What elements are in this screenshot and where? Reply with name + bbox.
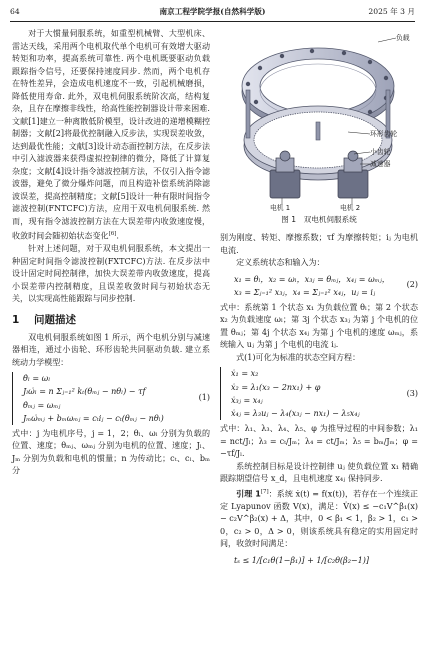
equation-1 (12, 372, 210, 425)
label-motor-1: 电机 1 (270, 204, 291, 212)
figure-caption: 图 1 双电机伺服系统 (281, 215, 357, 224)
equation-line: Jₘω̇ₘⱼ + bₘωₘⱼ = cₜiⱼ − cₜ(θₘⱼ − nθₗ) (23, 413, 164, 423)
ring-gear (244, 106, 392, 180)
section-title: 问题描述 (34, 313, 76, 326)
continuation-paragraph: 别为刚度、转矩、摩擦系数；τf 为摩擦转矩；iⱼ 为电机电流. (220, 233, 418, 255)
citation-ref: [6] (108, 231, 117, 237)
label-reducer: 减速器 (370, 160, 391, 168)
equation-line: ẋ₄ⱼ = λ₃uⱼ − λ₄(x₃ⱼ − nx₁) − λ₅x₄ⱼ (231, 409, 360, 419)
equation-line: x₁ = θₗ，x₂ = ωₗ，x₃ⱼ = θₘⱼ，x₄ⱼ = ωₘⱼ， (234, 274, 390, 284)
label-motor-2: 电机 2 (340, 204, 361, 212)
citation-ref: [7] (260, 488, 269, 495)
contribution-paragraph: 针对上述问题，对于双电机伺服系统，本文提出一种固定时间指令滤波控制(FXTCFC)方法. 在反步法中设计固定时间控制律，加快大误差带内收敛速度，提高小误差带内控制精度，且误差收敛时间与初始状态无关，以实现高性能跟踪与同步控制. (12, 244, 210, 304)
right-column (220, 232, 418, 570)
figure-1 (220, 28, 418, 230)
intro-paragraph: 对于大惯量伺服系统，如重型机械臂、大型机床、雷达天线，采用两个电机取代单个电机可有效增大驱动转矩和功率，提高系统可靠性. 两个电机既要驱动负载跟踪指令信号，还要保持速度同步. 然而，两个电机存在特性差异，会造成电机速度不一致，引起机械磨损，降低使用寿命. 此外，双电机伺服系统阶次高，结构复杂，且存在摩擦非线性，给高性能控制器设计带来困难. 文献[1]建立一种离散低阶模型，设计改进的递增模糊控制器；文献[2]将最优控制融入反步法，实现误差收敛，达到最优性能；文献[3]设计动态面控制方法，在反步法中引入滤波器来获得虚拟控制律的微分，降低了计算复杂度；文献[4]设计指令滤波控制方法，不仅引入指令滤波器，避免了微分爆炸问题，而且构造补偿系统消除滤波误差，提高控制精度；文献[5]设计一种有限时间指令滤波控制(FNTCFC)方法，应用于双电机伺服系统. 然而，现有指令滤波控制方法在大误差带内收敛速度慢，收敛时间会随初始状态变化[6]. (12, 29, 210, 241)
section-number: 1 (12, 313, 20, 326)
equation-number: (3) (406, 388, 418, 398)
system-paragraph: 双电机伺服系统如图 1 所示，两个电机分别与减速器相连，通过小齿轮、环形齿轮共同驱动负载. 建立系统动力学模型： (12, 332, 210, 367)
equation-line: ẋ₃ⱼ = x₄ⱼ (231, 395, 263, 405)
issue-date: 2025 年 3 月 (368, 7, 415, 16)
equation-line: θ̇ₘⱼ = ωₘⱼ (23, 400, 61, 410)
lemma-1: 引理 1[7]：系统 ẋ(t) = f(x(t))，若存在一个连续正定 Lyapunov 函数 V(x)，满足：V̇(x) ≤ −c₁V^β₁(x) − c₂V^β₂(x) + Δ，其中，0 < β₁ < 1，β₂ > 1，c₁ > 0，c₂ > 0，Δ > 0，则该系统具有稳定的实用固定时间，收敛时间满足： (220, 488, 418, 549)
equation-line: tₛ ≤ 1/[c₁θ(1−β₁)] + 1/[c₂θ(β₂−1)] (234, 555, 370, 565)
label-load: 负载 (396, 34, 410, 42)
label-ring-gear: 环形齿轮 (370, 130, 398, 138)
state-definition-intro: 定义系统状态和输入为： (236, 258, 325, 267)
journal-title: 南京工程学院学报(自然科学版) (159, 7, 266, 16)
section-heading (12, 313, 210, 327)
page-header (10, 5, 415, 19)
parameter-definitions: 式中：λ₁、λ₃、λ₄、λ₅、φ 为推导过程的中间参数；λ₁ = nct/Jₗ；λ₃ = cₜ/Jₘ；λ₄ = ct/Jₘ；λ₅ = bₘ/Jₘ；φ = −τf/Jₗ. (220, 424, 418, 459)
equation-line: Jₗω̇ₗ = n Σⱼ₌₁² kₜ(θₘⱼ − nθₗ) − τf (23, 387, 146, 397)
page-number: 64 (10, 7, 20, 16)
symbol-definitions: 式中：j 为电机序号，j = 1，2；θₗ、ωₗ 分别为负载的位置、速度；θₘⱼ、ωₘⱼ 分别为电机的位置、速度；Jₗ、Jₘ 分别为负载和电机的惯量；n 为传动比；cₜ、cₗ、bₘ 分 (12, 428, 210, 476)
equation-2 (220, 273, 418, 299)
state-space-intro: 式(1)可化为标准的状态空间方程： (236, 352, 361, 362)
dual-motor-diagram (220, 28, 418, 214)
state-explanation: 式中：系统第 1 个状态 x₁ 为负载位置 θₗ；第 2 个状态 x₂ 为负载速度 ωₗ；第 3j 个状态 x₃ⱼ 为第 j 个电机的位置 θₘⱼ；第 4j 个状态 x₄ⱼ 为第 j 个电机的速度 ωₘⱼ，系统输入 uⱼ 为第 j 个电机的电流 iⱼ. (220, 302, 418, 350)
lemma-title: 引理 1 (236, 489, 261, 499)
equation-line: ẋ₂ = λ₁(x₃ − 2nx₁) + φ (231, 382, 321, 392)
equation-line: x₃ = Σⱼ₌₁² x₃ⱼ，x₄ = Σⱼ₌₁² x₄ⱼ，uⱼ = iⱼ (234, 287, 376, 297)
equation-line: ẋ₁ = x₂ (231, 369, 259, 379)
equation-line: θ̇ₗ = ωₗ (23, 374, 51, 384)
left-column (12, 28, 210, 478)
control-objective: 系统控制目标是设计控制律 uⱼ 使负载位置 x₁ 精确跟踪期望信号 x_d，且电机速度 x₄ⱼ 保持同步. (220, 461, 418, 484)
label-pinion: 小齿轮 (370, 148, 391, 156)
equation-number: (1) (198, 393, 210, 403)
equation-4 (220, 554, 418, 567)
header-rule (10, 21, 415, 22)
equation-number: (2) (406, 280, 418, 290)
equation-3 (220, 367, 418, 420)
